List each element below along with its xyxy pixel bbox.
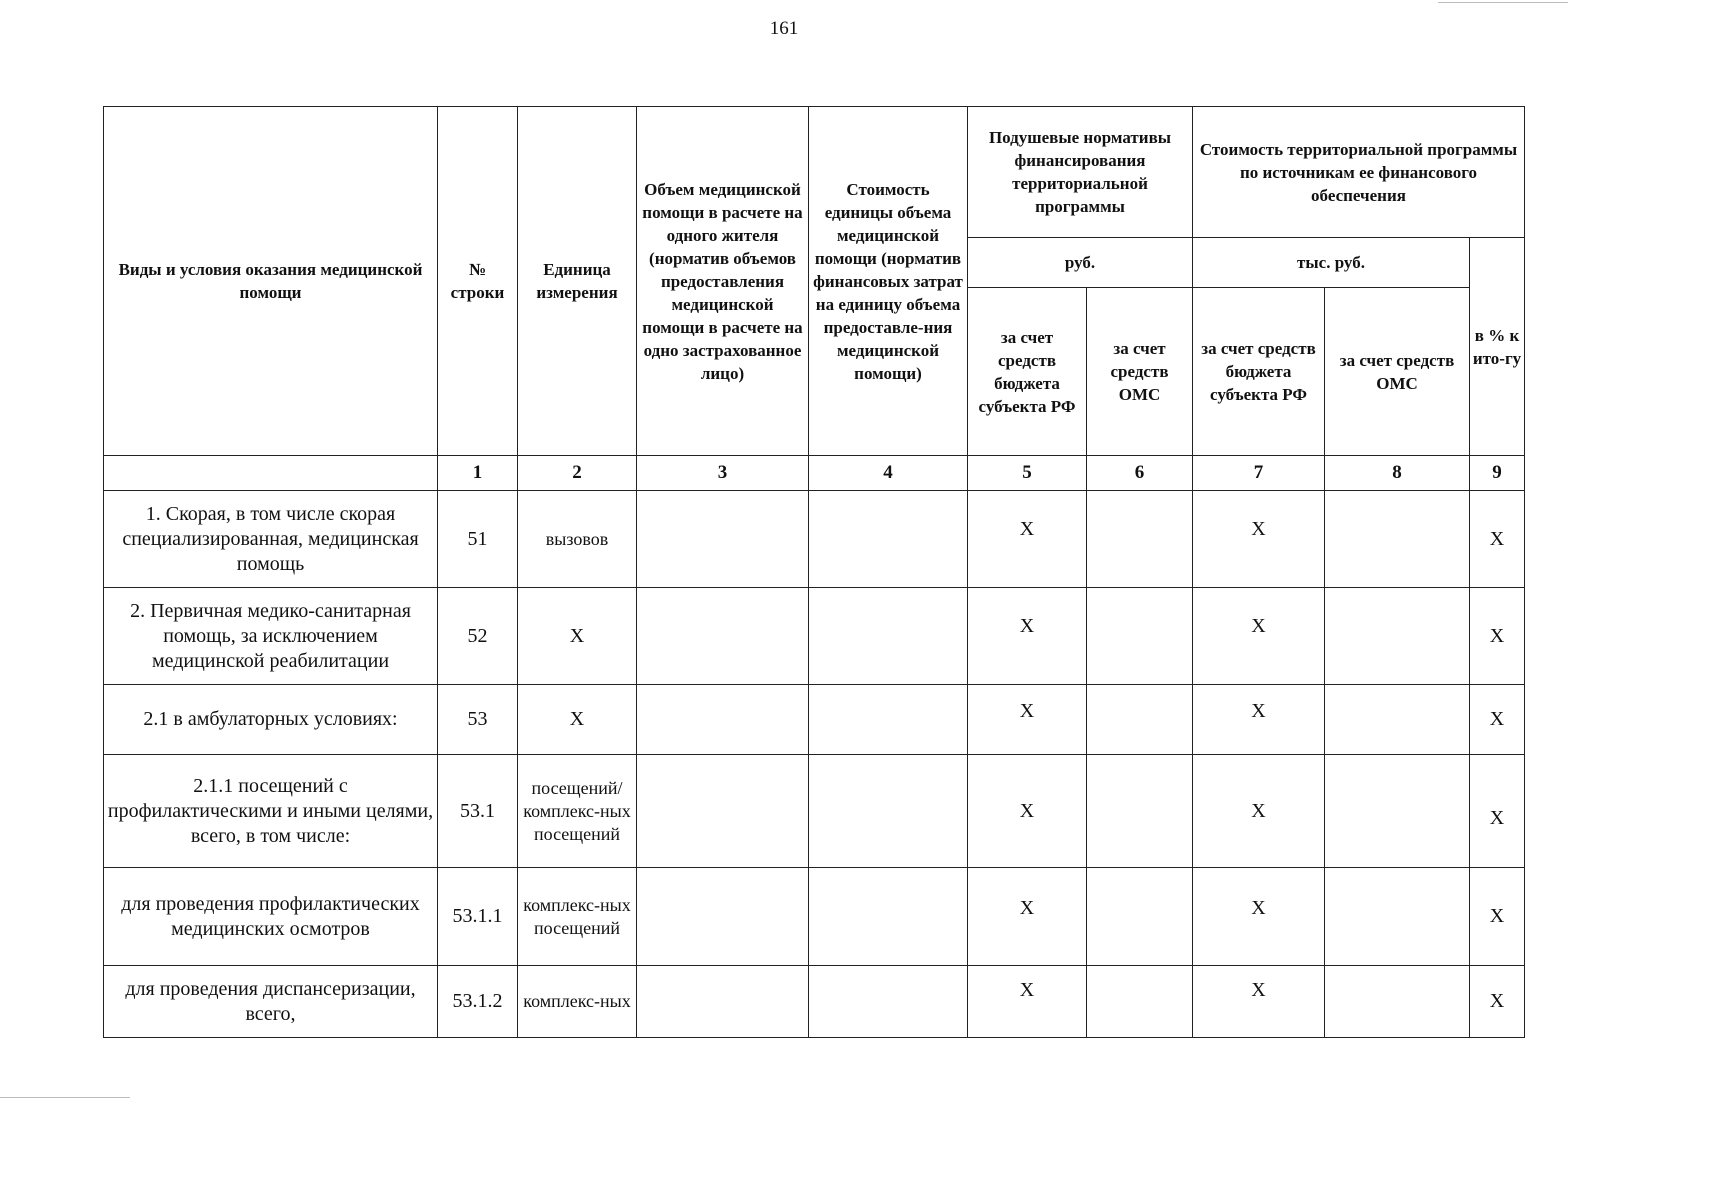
row-number: 53.1: [438, 755, 518, 868]
table-row: [104, 588, 1525, 685]
column-number: 3: [637, 456, 809, 491]
column-number: 5: [968, 456, 1087, 491]
cell-volume: [637, 868, 809, 966]
cell-budget-rf-rub: Х: [968, 755, 1087, 868]
cell-volume: [637, 588, 809, 685]
cell-percent: Х: [1470, 868, 1525, 966]
cell-oms-rub: [1087, 966, 1193, 1038]
scan-edge-line: [1438, 2, 1568, 3]
header-budget-rf-thous: за счет средств бюджета субъекта РФ: [1193, 288, 1325, 456]
cell-budget-rf-rub: Х: [968, 491, 1087, 588]
cell-oms-rub: [1087, 685, 1193, 755]
medical-care-cost-table: [103, 106, 1525, 1038]
header-thous-rub: тыс. руб.: [1193, 238, 1470, 288]
cell-volume: [637, 755, 809, 868]
header-oms-thous: за счет средств ОМС: [1325, 288, 1470, 456]
header-oms-rub: за счет средств ОМС: [1087, 288, 1193, 456]
row-unit: Х: [518, 588, 637, 685]
cell-oms-rub: [1087, 755, 1193, 868]
cell-volume: [637, 685, 809, 755]
header-kind-of-care: Виды и условия оказания медицинской помощи: [104, 107, 438, 456]
row-unit: посещений/ комплекс-ных посещений: [518, 755, 637, 868]
cell-budget-rf-thous: Х: [1193, 588, 1325, 685]
cell-oms-thous: [1325, 588, 1470, 685]
cell-oms-thous: [1325, 491, 1470, 588]
cell-percent: Х: [1470, 588, 1525, 685]
column-number: 8: [1325, 456, 1470, 491]
cell-budget-rf-thous: Х: [1193, 966, 1325, 1038]
cell-oms-thous: [1325, 868, 1470, 966]
column-number: 1: [438, 456, 518, 491]
table-row: [104, 685, 1525, 755]
cell-unit-cost: [809, 755, 968, 868]
cell-budget-rf-thous: Х: [1193, 868, 1325, 966]
cell-budget-rf-rub: Х: [968, 966, 1087, 1038]
header-program-cost: Стоимость территориальной программы по источникам ее финансового обеспечения: [1193, 107, 1525, 238]
row-number: 51: [438, 491, 518, 588]
cell-budget-rf-thous: Х: [1193, 491, 1325, 588]
cell-oms-rub: [1087, 588, 1193, 685]
cell-oms-thous: [1325, 966, 1470, 1038]
row-name: 2.1.1 посещений с профилактическими и иными целями, всего, в том числе:: [104, 755, 438, 868]
table-row: [104, 491, 1525, 588]
column-number: 6: [1087, 456, 1193, 491]
header-budget-rf-rub: за счет средств бюджета субъекта РФ: [968, 288, 1087, 456]
cell-percent: Х: [1470, 491, 1525, 588]
table-row: [104, 755, 1525, 868]
cell-oms-rub: [1087, 868, 1193, 966]
column-number-row: [104, 456, 1525, 491]
cell-oms-thous: [1325, 755, 1470, 868]
cell-oms-rub: [1087, 491, 1193, 588]
cell-unit-cost: [809, 588, 968, 685]
column-number: 9: [1470, 456, 1525, 491]
cell-volume: [637, 966, 809, 1038]
cell-unit-cost: [809, 966, 968, 1038]
table-row: [104, 868, 1525, 966]
row-number: 53.1.2: [438, 966, 518, 1038]
cell-budget-rf-thous: Х: [1193, 685, 1325, 755]
cell-percent: Х: [1470, 755, 1525, 868]
header-volume: Объем медицинской помощи в расчете на одного жителя (норматив объемов предоставления медицинской помощи в расчете на одно застрахованное лицо): [637, 107, 809, 456]
header-unit: Единица измерения: [518, 107, 637, 456]
cell-unit-cost: [809, 685, 968, 755]
header-unit-cost: Стоимость единицы объема медицинской помощи (норматив финансовых затрат на единицу объема предоставле-ния медицинской помощи): [809, 107, 968, 456]
header-row-number: № строки: [438, 107, 518, 456]
row-number: 53: [438, 685, 518, 755]
row-name: для проведения профилактических медицинских осмотров: [104, 868, 438, 966]
column-number: 4: [809, 456, 968, 491]
cell-budget-rf-rub: Х: [968, 868, 1087, 966]
row-number: 53.1.1: [438, 868, 518, 966]
scan-edge-line: [0, 1097, 130, 1098]
table-row: [104, 966, 1525, 1038]
row-unit: вызовов: [518, 491, 637, 588]
row-name: 2. Первичная медико-санитарная помощь, за исключением медицинской реабилитации: [104, 588, 438, 685]
row-unit: Х: [518, 685, 637, 755]
cell-oms-thous: [1325, 685, 1470, 755]
row-unit: комплекс-ных: [518, 966, 637, 1038]
cell-budget-rf-rub: Х: [968, 685, 1087, 755]
row-name: 2.1 в амбулаторных условиях:: [104, 685, 438, 755]
column-number: 2: [518, 456, 637, 491]
cell-unit-cost: [809, 491, 968, 588]
column-number: 7: [1193, 456, 1325, 491]
header-percent-of-total: в % к ито-гу: [1470, 238, 1525, 456]
row-name: 1. Скорая, в том числе скорая специализированная, медицинская помощь: [104, 491, 438, 588]
cell-budget-rf-thous: Х: [1193, 755, 1325, 868]
row-unit: комплекс-ных посещений: [518, 868, 637, 966]
cell-percent: Х: [1470, 685, 1525, 755]
row-number: 52: [438, 588, 518, 685]
header-per-capita-standards: Подушевые нормативы финансирования территориальной программы: [968, 107, 1193, 238]
row-name: для проведения диспансеризации, всего,: [104, 966, 438, 1038]
header-rub: руб.: [968, 238, 1193, 288]
cell-unit-cost: [809, 868, 968, 966]
cell-volume: [637, 491, 809, 588]
cell-budget-rf-rub: Х: [968, 588, 1087, 685]
column-number-empty: [104, 456, 438, 491]
cell-percent: Х: [1470, 966, 1525, 1038]
page-number: 161: [769, 18, 799, 39]
